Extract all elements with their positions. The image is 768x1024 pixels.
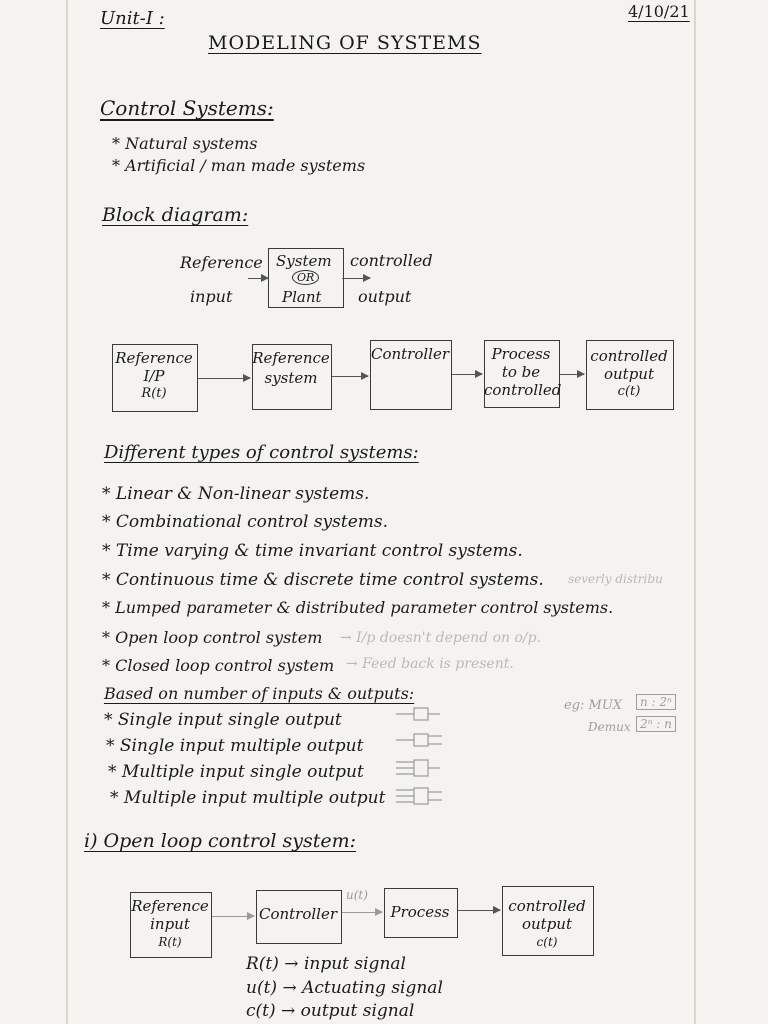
types-item-7: * Closed loop control system: [102, 656, 335, 675]
legend-output-signal: c(t) → output signal: [246, 1001, 415, 1021]
types-heading: Different types of control systems:: [104, 442, 419, 463]
ol-controller-label: Controller: [258, 905, 338, 923]
demux-label: Demux: [588, 720, 631, 734]
chain-arrow-3: [452, 374, 482, 375]
system-label: System: [276, 252, 332, 270]
simple-input-label-bottom: input: [190, 287, 233, 306]
chain-box-3-line1: Controller: [370, 345, 450, 363]
types-item-2: * Combinational control systems.: [102, 512, 389, 532]
types-item-3: * Time varying & time invariant control systems.: [102, 541, 523, 561]
ol-output-line2: output: [521, 915, 572, 933]
types-item-6: * Open loop control system: [102, 628, 323, 647]
chain-box-5-line2: output: [603, 365, 654, 383]
types-side-note-closed-loop: → Feed back is present.: [346, 656, 514, 672]
chain-box-2-line1: Reference: [252, 349, 330, 367]
demux-box: 2ⁿ : n: [636, 716, 676, 732]
simple-output-arrow: [342, 278, 370, 279]
eg-mux-label: eg: MUX: [564, 698, 623, 713]
open-loop-heading: i) Open loop control system:: [84, 830, 357, 852]
simple-output-label-bottom: output: [358, 287, 412, 306]
simple-input-label-top: Reference: [180, 253, 263, 272]
chain-arrow-2: [332, 376, 368, 377]
ol-process-label: Process: [390, 903, 450, 921]
chain-box-5-line3: c(t): [617, 384, 641, 399]
chain-box-1-line3: R(t): [141, 386, 167, 401]
types-item-4: * Continuous time & discrete time control systems.: [102, 570, 544, 590]
chain-box-4-line1: Process: [491, 345, 551, 363]
ol-arrow-3: [458, 910, 500, 911]
types-side-note-distributed: severly distribu: [568, 572, 663, 586]
block-diagram-heading: Block diagram:: [102, 204, 249, 226]
simple-output-label-top: controlled: [350, 251, 433, 270]
control-systems-item-2: * Artificial / man made systems: [112, 156, 366, 175]
ol-input-line3: R(t): [158, 935, 182, 949]
left-margin-line: [66, 0, 68, 1024]
chain-box-4-line2: to be: [501, 363, 541, 381]
io-item-miso: * Multiple input single output: [108, 762, 364, 782]
plant-label: Plant: [282, 288, 322, 306]
io-item-siso: * Single input single output: [104, 710, 342, 730]
or-label: OR: [292, 270, 319, 285]
ol-input-line2: input: [150, 915, 190, 933]
chain-arrow-4: [560, 374, 584, 375]
chain-box-5-line1: controlled: [590, 347, 668, 365]
page-title: MODELING OF SYSTEMS: [208, 32, 482, 54]
ol-arrow-1: [212, 916, 254, 917]
chain-box-1-line1: Reference: [115, 349, 193, 367]
chain-arrow-1: [198, 378, 250, 379]
unit-label: Unit-I :: [100, 8, 165, 29]
types-item-5: * Lumped parameter & distributed parameter control systems.: [102, 598, 614, 617]
ol-output-line1: controlled: [508, 897, 586, 915]
ol-arrow-2: [342, 912, 382, 913]
types-side-note-open-loop: → I/p doesn't depend on o/p.: [340, 630, 542, 646]
chain-box-4-line3: controlled: [484, 381, 562, 399]
right-margin-line: [694, 0, 696, 1024]
chain-box-2-line2: system: [264, 369, 318, 387]
legend-input-signal: R(t) → input signal: [246, 954, 406, 974]
legend-actuating-signal: u(t) → Actuating signal: [246, 978, 443, 998]
ol-output-line3: c(t): [536, 935, 558, 949]
date: 4/10/21: [628, 2, 690, 21]
types-item-1: * Linear & Non-linear systems.: [102, 484, 370, 504]
control-systems-item-1: * Natural systems: [112, 134, 258, 153]
ol-signal-label: u(t): [346, 888, 368, 902]
io-mini-diagrams: [394, 704, 454, 808]
chain-box-1-line2: I/P: [143, 367, 165, 385]
io-heading: Based on number of inputs & outputs:: [104, 684, 415, 703]
io-item-mimo: * Multiple input multiple output: [110, 788, 386, 808]
io-item-simo: * Single input multiple output: [106, 736, 364, 756]
control-systems-heading: Control Systems:: [100, 96, 274, 120]
simple-input-arrow: [248, 278, 268, 279]
mux-box: n : 2ⁿ: [636, 694, 676, 710]
ol-input-line1: Reference: [131, 897, 209, 915]
